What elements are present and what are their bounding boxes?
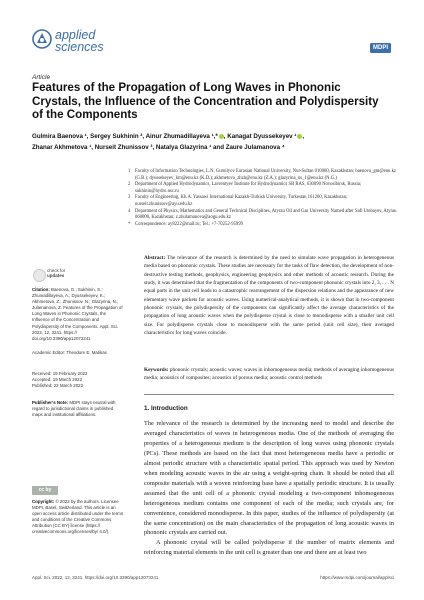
citation-block [32,287,124,342]
keywords-label: Keywords: [144,367,169,373]
correspondence-item [128,222,398,229]
body-paragraph: The relevance of the research is determined by the increasing need to model and describe the averaged characteristics of waves in heterogeneous media. One of the methods of averaging the properties of a heterogeneous medium is the description of long waves using phononic crystals (PCs). These methods are based on the fact that most heterogeneous media have a periodic or almost periodic structure with a characteristic spatial period. This approach was used by Newton when modeling acoustic waves in the air using a weight-spring chain. It should be noted that all composite materials with a woven reinforcing base have a spatially periodic structure. It is usually assumed that the unit cell of a phononic crystal modeling a two-component inhomogeneous heterogeneous medium contains one component of each of the media; such crystals are, for convenience, considered monodisperse. In this paper, studies of the influence of polydispersity (at the same concentration) on the main characteristics of the propagation of long acoustic waves in phononic crystals are carried out. [144,420,394,537]
affiliation-number: 3 [128,195,131,201]
check-updates-icon[interactable] [33,269,46,282]
publisher-note-label: Publisher’s Note: [32,400,69,405]
copyright-text: © 2022 by the authors. Licensee MDPI, Basel, Switzerland. This article is an open access article distributed under the terms and conditions of the Creative Commons Attribution (CC BY) license (https:// creativecommons.org/licenses/by/ 4.0/). [32,499,124,535]
abstract-label: Abstract: [144,255,166,261]
published-date: Published: 22 March 2022 [32,383,84,389]
citation-label: Citation: [32,287,50,292]
author-line-1 [32,131,392,142]
body-paragraph: A phononic crystal will be called polydisperse if the number of matrix elements and reinforcing material elements in the unit cell is greater than one and there are at least two [144,539,394,557]
correspondence-text: Correspondence: ay8222@mail.ru; Tel.: +7-70252-95999 [135,221,243,227]
publisher-note-text: MDPI stays neutral with regard to jurisdictional claims in published maps and institutional affiliations. [32,400,116,418]
journal-name-line1: applied [55,28,96,42]
section-body [144,419,394,558]
editor-block [32,350,124,356]
journal-name-line2: sciences [55,40,104,54]
affiliation-item [128,182,398,195]
journal-name [55,29,104,53]
accepted-date: Accepted: 19 March 2022 [32,377,83,383]
keywords-text: phononic crystals; acoustic waves; waves in inhomogeneous media; methods of averaging inhomogeneous media; acoustics of composites; acoustics of porous media; acoustic control methods [144,367,394,382]
publisher-name: MDPI [373,45,388,51]
publisher-note-block [32,400,124,418]
keywords [144,366,394,383]
abstract [144,254,394,337]
affiliation-number: 1 [128,169,131,174]
affiliation-item [128,209,398,222]
author-line-2: Zhanar Akhmetova ¹, Nurseit Zhunissov ³, Natalya Glazyrina ¹ and Zaure Julamanova ⁴ [32,144,285,151]
footer-journal-link[interactable]: https://www.mdpi.com/journal/applsci [320,575,394,580]
citation-text: Baenova, G.; Sukhinin, S.; Zhumadillayeva, A.; Dyussekeyev, K.; Akhmetova, Z.; Zhunissov, N.; Glazyrina, N.; Julamanova, Z. Features of the Propagation of Long Waves in Phononic Crystals, the Influence of the Concentration and Polydispersity of the Components. Appl. Sci. 2022, 12, 3241. https:// doi.org/10.3390/app12073241 [32,287,123,341]
article-type: Article [32,74,51,81]
authors-part-3: , [302,133,305,140]
section-heading: 1. Introduction [144,405,188,412]
received-date: Received: 19 February 2022 [32,371,88,376]
affiliation-number: 2 [128,182,131,188]
affiliation-number: 4 [128,208,131,214]
section-divider [144,394,394,395]
paper-title: Features of the Propagation of Long Waves in Phononic Crystals, the Influence of the Concentration and Polydispersity of the Components [32,81,379,121]
journal-logo-icon [32,28,52,50]
check-updates-line1: check for [47,268,66,273]
copyright-label: Copyright: [32,499,55,504]
affiliation-text: Department of Physics, Mathematics and General Technical Disciplines, Atyrau Oil and Gas University Named after Safi Utebayev, Atyrau 060000, Kazakhstan; z.zhulamanova@aogu.edu.kz [135,208,397,221]
affiliation-item [128,169,398,182]
footer-citation: Appl. Sci. 2022, 12, 3241. https://doi.org/10.3390/app12073241 [32,575,159,580]
academic-editor: Academic Editor: Theodore E. Matikas [32,350,107,355]
abstract-text: The relevance of the research is determined by the need to simulate wave propagation in heterogeneous media based on phononic crystals. These studies are necessary for the tasks of flaw detection, the development of non-destructive testing methods, geophysics, engineering geophysics and other methods of acoustic research. During the study, it was determined that the fragmentation of the components of two-component phononic crystals into 2, 3, . . . N equal parts in the unit cell leads to a catastrophic rearrangement of the dispersion relations and the appearance of new elementary wave packets for acoustic waves. Using numerical-analytical methods, it is shown that in two-component phononic crystals, the polydispersity of the components can significantly affect the average characteristics of the propagation of long acoustic waves when the polydisperse crystal is close to monodisperse with a smaller unit cell size. For polydisperse crystals close to monodisperse with the same period (unit cell size), their averaged characteristics for long waves coincide. [144,255,394,337]
copyright-block [32,499,124,536]
affiliation-text: Department of Applied Hydrodynamics, Lavrentyev Institute for Hydrodynamics SB RAS, 630090 Novosibirsk, Russia; sukhinin@hydro.nsc.ru [135,182,362,194]
affiliation-number: * [128,221,131,227]
affiliations [128,169,398,228]
check-updates-line2: updates [47,273,65,278]
check-updates-button[interactable] [47,268,65,278]
cc-license-label: cc by [38,487,52,493]
authors-part-1: Gulmira Baenova ¹, Sergey Sukhinin ², Ainur Zhumadillayeva ¹,* [32,133,218,140]
affiliation-text: Faculty of Information Technologies, L.N. Gumilyov Eurasian National University, Nur-Sultan 010000, Kazakhstan; baenova_gm@enu.kz (G.B.); dyussekeyev_km@enu.kz (K.D.); akhmetova_zhzh@enu.kz (Z.A.); glazyrina_ns_1@enu.kz (N.G.) [135,169,396,181]
affiliation-text: Faculty of Engineering, Kh.A. Yassawi International Kazakh-Turkish University, Turkestan 161200, Kazakhstan; nurseit.zhunissov@ayu.edu.kz [135,195,348,207]
authors-part-2: , Kanagat Dyussekeyev ¹ [223,133,297,140]
dates-block [32,371,124,389]
affiliation-item [128,195,398,208]
author-list [32,131,392,153]
